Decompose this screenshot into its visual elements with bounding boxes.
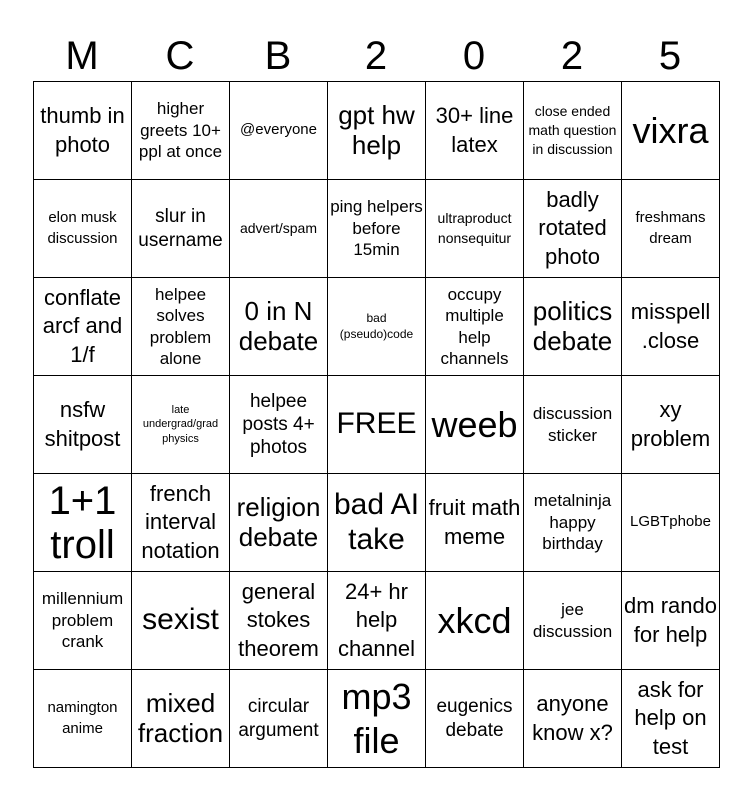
bingo-cell[interactable]	[132, 278, 230, 376]
bingo-cell[interactable]	[524, 278, 622, 376]
bingo-cell[interactable]	[328, 376, 426, 474]
bingo-cell[interactable]	[34, 376, 132, 474]
header-letter-2-second: 2	[560, 34, 584, 78]
bingo-cell[interactable]	[622, 474, 720, 572]
cell-text: misspell .close	[630, 298, 711, 353]
bingo-cell[interactable]	[426, 180, 524, 278]
cell-text: sexist	[142, 603, 219, 637]
header-letter-c: C	[165, 34, 195, 78]
cell-text: religion debate	[236, 491, 321, 552]
cell-text: fruit math meme	[428, 494, 521, 549]
bingo-cell[interactable]	[524, 180, 622, 278]
cell-text: 0 in N debate	[238, 295, 319, 356]
bingo-cell[interactable]	[622, 376, 720, 474]
bingo-cell[interactable]	[34, 180, 132, 278]
cell-text: gpt hw help	[338, 99, 415, 160]
cell-text: millennium problem crank	[41, 589, 124, 652]
bingo-cell[interactable]	[230, 82, 328, 180]
bingo-cell[interactable]	[524, 474, 622, 572]
cell-text: helpee solves problem alone	[149, 284, 212, 368]
bingo-cell[interactable]	[328, 278, 426, 376]
bingo-cell[interactable]	[426, 474, 524, 572]
cell-text: jee discussion	[532, 600, 613, 641]
cell-text: bad AI take	[333, 488, 420, 556]
bingo-cell[interactable]	[426, 376, 524, 474]
cell-text: mixed fraction	[137, 687, 224, 748]
cell-text: thumb in photo	[40, 102, 125, 157]
bingo-cell[interactable]	[34, 572, 132, 670]
bingo-cell[interactable]	[426, 572, 524, 670]
cell-text: conflate arcf and 1/f	[42, 284, 123, 367]
cell-text: politics debate	[532, 295, 613, 356]
cell-text: @everyone	[240, 121, 317, 139]
bingo-cell[interactable]	[426, 670, 524, 768]
cell-text: bad (pseudo)code	[339, 310, 414, 341]
cell-text: higher greets 10+ ppl at once	[138, 99, 223, 162]
cell-text: slur in username	[138, 206, 223, 251]
bingo-cell[interactable]	[230, 474, 328, 572]
bingo-cell[interactable]	[524, 670, 622, 768]
bingo-cell[interactable]	[426, 278, 524, 376]
bingo-cell[interactable]	[132, 572, 230, 670]
cell-text: mp3 file	[341, 676, 412, 761]
bingo-cell[interactable]	[132, 474, 230, 572]
bingo-cell[interactable]	[230, 376, 328, 474]
header-letter-m: M	[65, 34, 99, 78]
cell-text: elon musk discussion	[47, 209, 118, 247]
cell-text: xkcd	[437, 599, 512, 641]
bingo-cell[interactable]	[34, 474, 132, 572]
cell-text: 1+1 troll	[48, 478, 117, 567]
bingo-cell[interactable]	[230, 278, 328, 376]
cell-text: circular argument	[238, 696, 319, 741]
bingo-cell[interactable]	[622, 278, 720, 376]
header-letter-2-first: 2	[364, 34, 388, 78]
cell-text: french interval notation	[141, 480, 220, 563]
bingo-cell[interactable]	[622, 670, 720, 768]
cell-text: ping helpers before 15min	[330, 197, 423, 260]
cell-text: anyone know x?	[532, 690, 613, 745]
cell-text: general stokes theorem	[238, 578, 319, 661]
cell-text: weeb	[431, 403, 518, 445]
bingo-cell[interactable]	[622, 82, 720, 180]
bingo-cell[interactable]	[34, 278, 132, 376]
bingo-cell[interactable]	[328, 474, 426, 572]
cell-text: ask for help on test	[634, 676, 707, 759]
bingo-cell[interactable]	[524, 376, 622, 474]
bingo-cell[interactable]	[132, 376, 230, 474]
cell-text: metalninja happy birthday	[533, 491, 612, 554]
header-letter-5: 5	[658, 34, 682, 78]
header-letter-b: B	[264, 34, 292, 78]
bingo-cell[interactable]	[524, 572, 622, 670]
bingo-cell[interactable]	[132, 670, 230, 768]
bingo-cell[interactable]	[230, 572, 328, 670]
cell-text: badly rotated photo	[538, 186, 607, 269]
header-letter-0: 0	[462, 34, 486, 78]
cell-text: ultraproduct nonsequitur	[437, 210, 512, 246]
cell-text: vixra	[632, 109, 709, 151]
bingo-cell[interactable]	[328, 670, 426, 768]
bingo-cell[interactable]	[524, 82, 622, 180]
cell-text: eugenics debate	[436, 696, 513, 741]
cell-text: dm rando for help	[624, 592, 717, 647]
cell-text: discussion sticker	[532, 404, 613, 445]
cell-text: helpee posts 4+ photos	[242, 390, 315, 459]
cell-text: LGBTphobe	[630, 513, 711, 531]
cell-text: xy problem	[630, 396, 711, 451]
cell-text: late undergrad/grad physics	[142, 404, 219, 445]
cell-text: close ended math question in discussion	[528, 102, 617, 158]
bingo-cell[interactable]	[230, 670, 328, 768]
cell-text: freshmans dream	[635, 209, 706, 247]
bingo-cell[interactable]	[328, 180, 426, 278]
cell-text: FREE	[336, 407, 417, 441]
bingo-cell[interactable]	[132, 82, 230, 180]
bingo-header	[33, 30, 719, 82]
cell-text: occupy multiple help channels	[440, 284, 509, 368]
bingo-cell[interactable]	[328, 572, 426, 670]
cell-text: 24+ hr help channel	[337, 578, 416, 661]
cell-text: namington anime	[47, 699, 118, 737]
cell-text: nsfw shitpost	[44, 396, 121, 451]
bingo-cell[interactable]	[622, 180, 720, 278]
bingo-cell[interactable]	[328, 82, 426, 180]
bingo-cell[interactable]	[622, 572, 720, 670]
cell-text: 30+ line latex	[435, 102, 514, 157]
bingo-cell[interactable]	[132, 180, 230, 278]
bingo-cell[interactable]	[34, 670, 132, 768]
bingo-grid	[33, 81, 720, 768]
cell-text: advert/spam	[239, 219, 318, 236]
bingo-cell[interactable]	[34, 82, 132, 180]
bingo-cell[interactable]	[426, 82, 524, 180]
bingo-cell[interactable]	[230, 180, 328, 278]
